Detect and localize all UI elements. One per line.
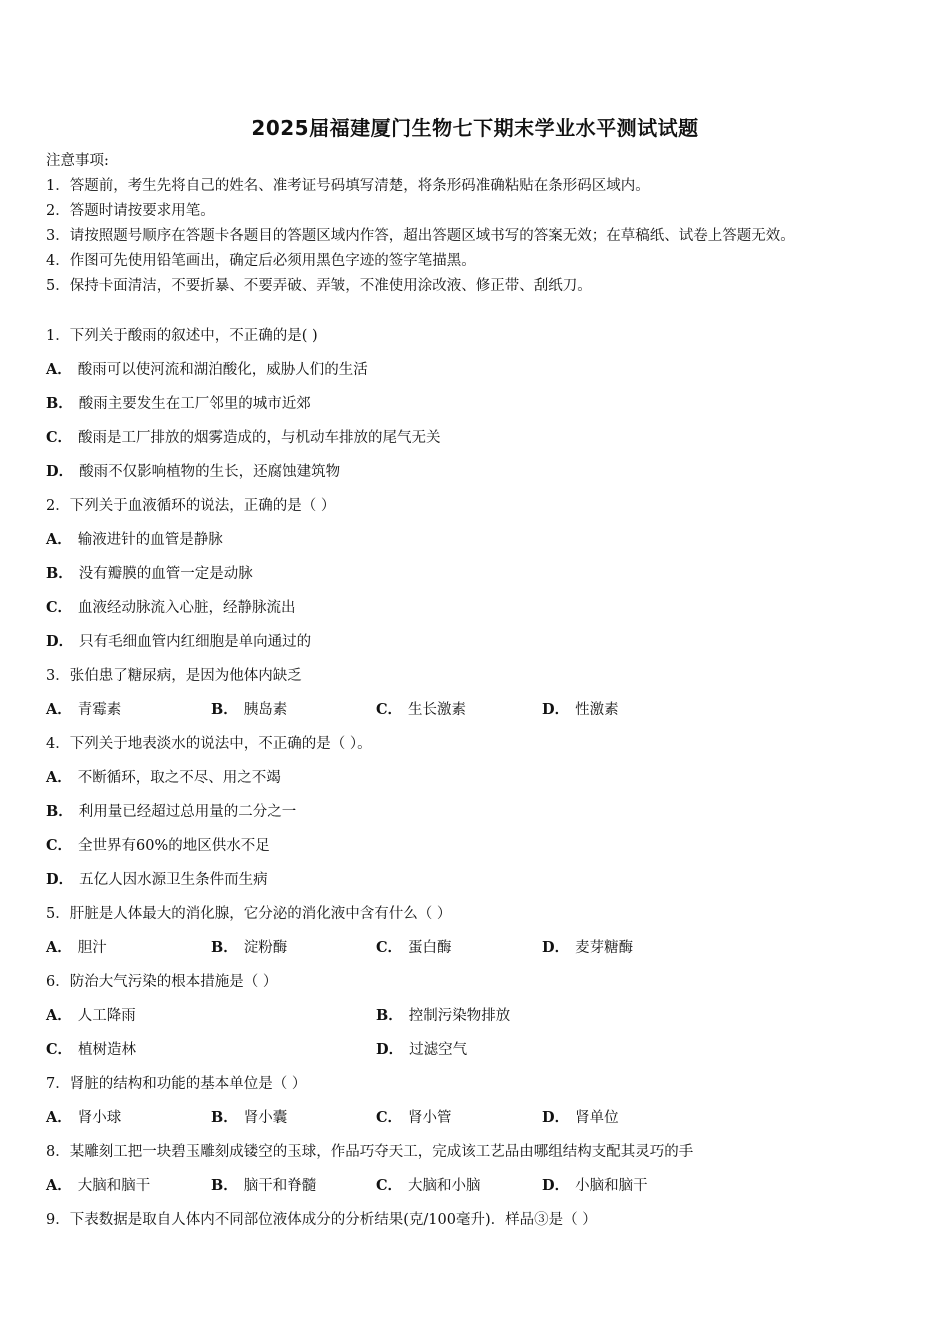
option-letter: D． [46,633,74,650]
option-text: 性激素 [575,702,619,718]
page-title: 2025届福建厦门生物七下期末学业水平测试试题 [251,116,699,140]
question-option [46,530,223,550]
option-letter: D． [46,871,74,888]
question-option [376,1176,481,1196]
option-letter: A． [46,701,72,718]
question-stem: 8．某雕刻工把一块碧玉雕刻成镂空的玉球，作品巧夺天工，完成该工艺品由哪组结构支配其灵巧的手 [46,1144,694,1160]
option-letter: B． [211,1177,238,1194]
option-letter: B． [211,1109,238,1126]
option-text: 没有瓣膜的血管一定是动脉 [78,566,253,582]
option-letter: A． [46,769,72,786]
notice-item: 5．保持卡面清洁，不要折暴、不要弄破、弄皱，不准使用涂改液、修正带、刮纸刀。 [46,278,592,294]
question-option [46,462,340,482]
question-option [46,632,311,652]
option-letter: C． [376,1177,403,1194]
question-option [542,1176,648,1196]
question-stem: 4．下列关于地表淡水的说法中，不正确的是（ ）。 [46,736,372,752]
option-text: 植树造林 [78,1042,137,1058]
option-text: 脑干和脊髓 [243,1178,317,1194]
option-letter: B． [46,803,73,820]
option-text: 人工降雨 [77,1008,136,1024]
option-letter: D． [46,463,74,480]
question-stem: 1．下列关于酸雨的叙述中，不正确的是( ) [46,328,318,344]
question-option [376,1040,467,1060]
option-text: 肾单位 [575,1110,619,1126]
question-stem: 3．张伯患了糖尿病，是因为他体内缺乏 [46,668,302,684]
question-option [376,1006,510,1026]
option-letter: D． [542,1109,570,1126]
option-letter: C． [46,429,73,446]
question-option [46,360,368,380]
option-text: 青霉素 [77,702,122,718]
option-text: 五亿人因水源卫生条件而生病 [79,872,268,888]
option-text: 胆汁 [77,940,107,956]
option-letter: C． [46,1041,73,1058]
option-text: 淀粉酶 [243,940,288,956]
option-text: 酸雨可以使河流和湖泊酸化，威胁人们的生活 [77,362,368,378]
option-letter: C． [376,1109,403,1126]
question-option [211,700,287,720]
option-text: 酸雨主要发生在工厂邻里的城市近郊 [78,396,311,412]
question-option [46,598,296,618]
question-stem: 2．下列关于血液循环的说法，正确的是（ ） [46,498,336,514]
option-text: 酸雨是工厂排放的烟雾造成的，与机动车排放的尾气无关 [78,430,441,446]
option-text: 肾小囊 [243,1110,288,1126]
question-option [46,802,296,822]
option-text: 肾小球 [77,1110,122,1126]
question-stem: 7．肾脏的结构和功能的基本单位是（ ） [46,1076,307,1092]
option-text: 利用量已经超过总用量的二分之一 [78,804,297,820]
question-option [46,564,253,584]
question-option [376,700,466,720]
option-letter: B． [211,939,238,956]
option-text: 肾小管 [408,1110,452,1126]
question-option [376,938,452,958]
question-option [46,836,270,856]
question-option [46,428,441,448]
option-letter: A． [46,1007,72,1024]
notice-item: 4．作图可先使用铅笔画出，确定后必须用黑色字迹的签字笔描黑。 [46,253,476,269]
option-letter: B． [46,565,73,582]
option-text: 过滤空气 [409,1042,468,1058]
notice-heading: 注意事项: [46,153,109,169]
question-option [46,1040,136,1060]
question-option [46,1108,121,1128]
option-text: 大脑和脑干 [77,1178,151,1194]
option-letter: A． [46,1109,72,1126]
question-option [211,938,287,958]
option-text: 只有毛细血管内红细胞是单向通过的 [79,634,312,650]
option-text: 小脑和脑干 [575,1178,648,1194]
question-option [542,1108,619,1128]
notice-item: 2．答题时请按要求用笔。 [46,203,215,219]
option-letter: B． [211,701,238,718]
option-letter: C． [376,939,403,956]
option-text: 酸雨不仅影响植物的生长，还腐蚀建筑物 [79,464,341,480]
option-letter: D． [542,939,570,956]
option-letter: B． [376,1007,403,1024]
option-letter: C． [46,599,73,616]
question-option [542,700,619,720]
option-text: 胰岛素 [243,702,288,718]
option-text: 生长激素 [408,702,467,718]
option-letter: A． [46,361,72,378]
notice-item: 1．答题前，考生先将自己的姓名、准考证号码填写清楚，将条形码准确粘贴在条形码区域内。 [46,178,650,194]
question-option [46,938,107,958]
question-stem: 6．防治大气污染的根本措施是（ ） [46,974,278,990]
question-option [542,938,633,958]
option-text: 血液经动脉流入心脏，经静脉流出 [78,600,296,616]
question-option [46,768,281,788]
option-text: 麦芽糖酶 [575,940,634,956]
question-option [211,1176,316,1196]
option-text: 蛋白酶 [408,940,452,956]
question-option [46,1176,150,1196]
option-text: 大脑和小脑 [408,1178,481,1194]
option-text: 控制污染物排放 [408,1008,511,1024]
option-letter: B． [46,395,73,412]
option-text: 输液进针的血管是静脉 [77,532,223,548]
option-letter: C． [376,701,403,718]
question-option [46,700,121,720]
question-option [46,394,311,414]
question-option [46,870,268,890]
question-stem: 9．下表数据是取自人体内不同部位液体成分的分析结果(克/100毫升)．样品③是（ ） [46,1212,597,1228]
option-letter: D． [542,701,570,718]
option-letter: C． [46,837,73,854]
option-text: 全世界有60%的地区供水不足 [78,838,270,854]
option-letter: A． [46,531,72,548]
option-letter: A． [46,1177,72,1194]
option-letter: D． [376,1041,404,1058]
question-stem: 5．肝脏是人体最大的消化腺，它分泌的消化液中含有什么（ ） [46,906,452,922]
notice-item: 3．请按照题号顺序在答题卡各题目的答题区域内作答，超出答题区域书写的答案无效；在草稿纸、试卷上答题无效。 [46,228,795,244]
question-option [376,1108,452,1128]
option-text: 不断循环，取之不尽、用之不竭 [77,770,281,786]
question-option [211,1108,287,1128]
option-letter: D． [542,1177,570,1194]
option-letter: A． [46,939,72,956]
question-option [46,1006,136,1026]
